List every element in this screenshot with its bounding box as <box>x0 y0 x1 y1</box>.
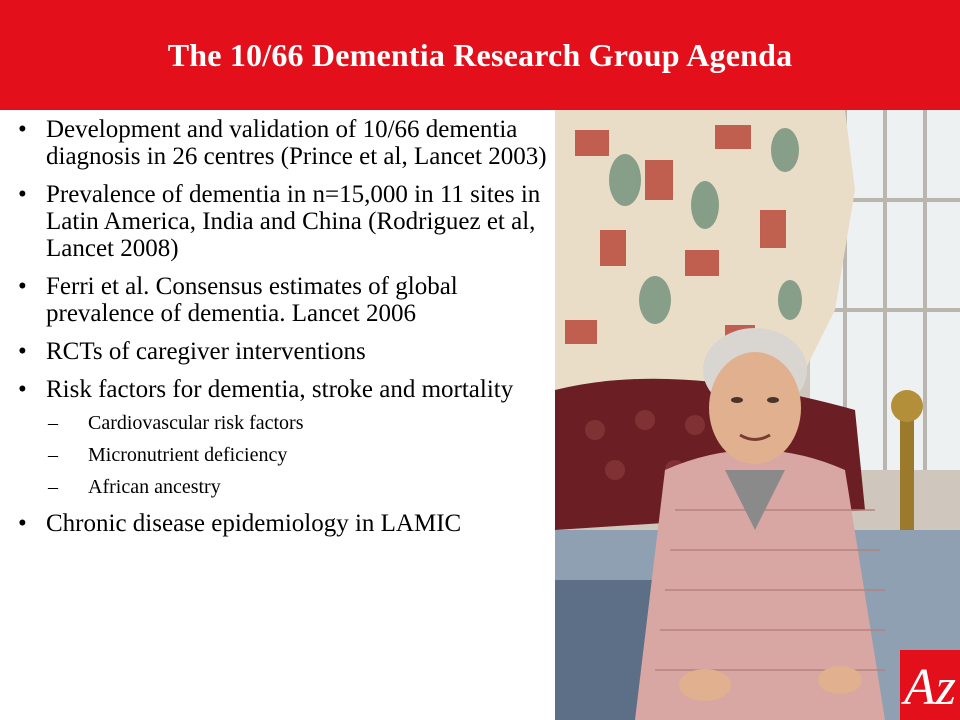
photo-elderly-woman <box>555 110 960 720</box>
sub-bullet-list <box>46 411 558 499</box>
slide-content <box>18 116 558 548</box>
az-logo <box>900 650 960 720</box>
bullet-marker: • <box>18 181 27 208</box>
bullet-item <box>18 273 558 327</box>
sub-bullet-marker: – <box>48 476 58 498</box>
bullet-list <box>18 116 558 537</box>
sub-bullet-text: Micronutrient deficiency <box>88 444 288 466</box>
photo-illustration <box>555 110 960 720</box>
bullet-marker: • <box>18 116 27 143</box>
sub-bullet-marker: – <box>48 412 58 434</box>
az-logo-text: Az <box>904 659 956 716</box>
slide-title: The 10/66 Dementia Research Group Agenda <box>167 36 793 73</box>
bullet-item <box>18 376 558 499</box>
sub-bullet-text: Cardiovascular risk factors <box>88 412 304 434</box>
bullet-marker: • <box>18 510 27 537</box>
bullet-item <box>18 338 558 365</box>
bullet-item <box>18 181 558 262</box>
bullet-marker: • <box>18 338 27 365</box>
bullet-marker: • <box>18 376 27 403</box>
bullet-text: Ferri et al. Consensus estimates of global prevalence of dementia. Lancet 2006 <box>46 273 458 327</box>
bullet-item <box>18 116 558 170</box>
sub-bullet-marker: – <box>48 444 58 466</box>
sub-bullet-item <box>46 443 558 467</box>
bullet-text: RCTs of caregiver interventions <box>46 338 366 365</box>
bullet-marker: • <box>18 273 27 300</box>
sub-bullet-text: African ancestry <box>88 476 221 498</box>
sub-bullet-item <box>46 411 558 435</box>
sub-bullet-item <box>46 475 558 499</box>
bullet-text: Development and validation of 10/66 dementia diagnosis in 26 centres (Prince et al, Lancet 2003) <box>46 116 547 170</box>
bullet-text: Chronic disease epidemiology in LAMIC <box>46 510 462 537</box>
bullet-text: Prevalence of dementia in n=15,000 in 11 sites in Latin America, India and China (Rodriguez et al, Lancet 2008) <box>46 181 541 262</box>
bullet-item <box>18 510 558 537</box>
bullet-text: Risk factors for dementia, stroke and mortality <box>46 376 514 403</box>
title-bar <box>0 0 960 110</box>
